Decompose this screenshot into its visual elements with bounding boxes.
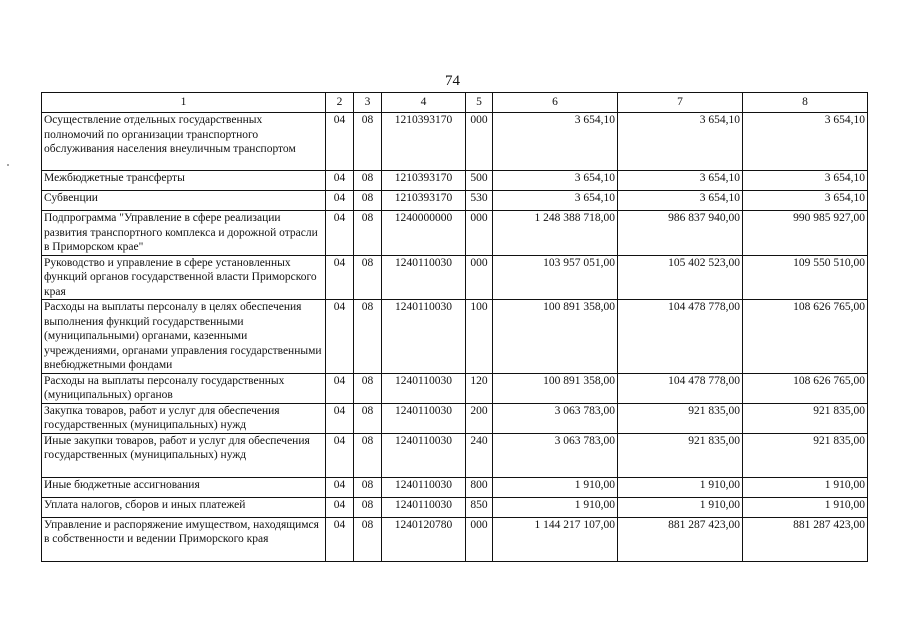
code-cell-c3: 08 [354, 171, 382, 191]
code-cell-c2: 04 [326, 517, 354, 561]
amount-cell-v8: 108 626 765,00 [743, 300, 868, 374]
code-cell-c3: 08 [354, 113, 382, 171]
amount-cell-v8: 3 654,10 [743, 113, 868, 171]
code-cell-c5: 000 [466, 113, 493, 171]
code-cell-c2: 04 [326, 211, 354, 256]
code-cell-c5: 800 [466, 477, 493, 497]
header-cell: 6 [493, 93, 618, 113]
amount-cell-v8: 109 550 510,00 [743, 255, 868, 300]
code-cell-c2: 04 [326, 191, 354, 211]
table-row [42, 403, 868, 433]
amount-cell-v8: 3 654,10 [743, 171, 868, 191]
table-row [42, 497, 868, 517]
row-name-cell: Закупка товаров, работ и услуг для обеспечения государственных (муниципальных) нужд [42, 403, 326, 433]
amount-cell-v6: 1 910,00 [493, 477, 618, 497]
page-number: 74 [445, 73, 460, 89]
code-cell-c5: 100 [466, 300, 493, 374]
code-cell-c4: 1210393170 [382, 191, 466, 211]
table-row [42, 255, 868, 300]
code-cell-c2: 04 [326, 171, 354, 191]
code-cell-c3: 08 [354, 497, 382, 517]
amount-cell-v8: 1 910,00 [743, 477, 868, 497]
table-row [42, 191, 868, 211]
row-name-cell: Межбюджетные трансферты [42, 171, 326, 191]
header-cell: 1 [42, 93, 326, 113]
amount-cell-v8: 108 626 765,00 [743, 373, 868, 403]
code-cell-c3: 08 [354, 255, 382, 300]
row-name-cell: Руководство и управление в сфере установленных функций органов государственной власти Приморского края [42, 255, 326, 300]
code-cell-c5: 850 [466, 497, 493, 517]
code-cell-c3: 08 [354, 403, 382, 433]
header-cell: 3 [354, 93, 382, 113]
code-cell-c5: 000 [466, 211, 493, 256]
amount-cell-v6: 3 063 783,00 [493, 433, 618, 477]
code-cell-c2: 04 [326, 255, 354, 300]
table-row [42, 433, 868, 477]
code-cell-c3: 08 [354, 191, 382, 211]
table-row [42, 477, 868, 497]
code-cell-c4: 1240000000 [382, 211, 466, 256]
code-cell-c4: 1240110030 [382, 300, 466, 374]
code-cell-c4: 1240110030 [382, 433, 466, 477]
amount-cell-v6: 100 891 358,00 [493, 300, 618, 374]
code-cell-c4: 1240110030 [382, 255, 466, 300]
code-cell-c2: 04 [326, 373, 354, 403]
table-row [42, 113, 868, 171]
code-cell-c3: 08 [354, 477, 382, 497]
code-cell-c4: 1240110030 [382, 477, 466, 497]
header-cell: 5 [466, 93, 493, 113]
amount-cell-v6: 103 957 051,00 [493, 255, 618, 300]
amount-cell-v7: 3 654,10 [618, 191, 743, 211]
amount-cell-v6: 3 654,10 [493, 113, 618, 171]
table-row [42, 171, 868, 191]
code-cell-c5: 530 [466, 191, 493, 211]
amount-cell-v6: 3 654,10 [493, 191, 618, 211]
code-cell-c2: 04 [326, 497, 354, 517]
header-cell: 7 [618, 93, 743, 113]
amount-cell-v6: 100 891 358,00 [493, 373, 618, 403]
header-cell: 4 [382, 93, 466, 113]
code-cell-c2: 04 [326, 300, 354, 374]
row-name-cell: Осуществление отдельных государственных полномочий по организации транспортного обслуживания населения внеуличным транспортом [42, 113, 326, 171]
code-cell-c3: 08 [354, 300, 382, 374]
amount-cell-v8: 990 985 927,00 [743, 211, 868, 256]
amount-cell-v7: 105 402 523,00 [618, 255, 743, 300]
amount-cell-v7: 104 478 778,00 [618, 300, 743, 374]
code-cell-c5: 200 [466, 403, 493, 433]
row-name-cell: Расходы на выплаты персоналу государственных (муниципальных) органов [42, 373, 326, 403]
code-cell-c3: 08 [354, 211, 382, 256]
table-body [42, 113, 868, 562]
row-name-cell: Иные бюджетные ассигнования [42, 477, 326, 497]
amount-cell-v7: 1 910,00 [618, 477, 743, 497]
code-cell-c5: 000 [466, 517, 493, 561]
header-cell: 2 [326, 93, 354, 113]
row-name-cell: Подпрограмма "Управление в сфере реализации развития транспортного комплекса и дорожной отрасли в Приморском крае" [42, 211, 326, 256]
scan-speck [7, 164, 9, 166]
code-cell-c2: 04 [326, 477, 354, 497]
amount-cell-v6: 3 063 783,00 [493, 403, 618, 433]
code-cell-c3: 08 [354, 433, 382, 477]
amount-cell-v6: 1 910,00 [493, 497, 618, 517]
row-name-cell: Уплата налогов, сборов и иных платежей [42, 497, 326, 517]
code-cell-c3: 08 [354, 373, 382, 403]
row-name-cell: Иные закупки товаров, работ и услуг для обеспечения государственных (муниципальных) нужд [42, 433, 326, 477]
amount-cell-v8: 921 835,00 [743, 433, 868, 477]
amount-cell-v7: 921 835,00 [618, 403, 743, 433]
code-cell-c3: 08 [354, 517, 382, 561]
amount-cell-v7: 104 478 778,00 [618, 373, 743, 403]
header-row [42, 93, 868, 113]
row-name-cell: Управление и распоряжение имуществом, находящимся в собственности и ведении Приморского края [42, 517, 326, 561]
code-cell-c5: 000 [466, 255, 493, 300]
header-cell: 8 [743, 93, 868, 113]
code-cell-c4: 1210393170 [382, 171, 466, 191]
code-cell-c2: 04 [326, 403, 354, 433]
amount-cell-v6: 1 144 217 107,00 [493, 517, 618, 561]
amount-cell-v6: 3 654,10 [493, 171, 618, 191]
row-name-cell: Субвенции [42, 191, 326, 211]
code-cell-c4: 1240120780 [382, 517, 466, 561]
amount-cell-v7: 3 654,10 [618, 171, 743, 191]
amount-cell-v8: 921 835,00 [743, 403, 868, 433]
amount-cell-v8: 881 287 423,00 [743, 517, 868, 561]
code-cell-c4: 1210393170 [382, 113, 466, 171]
code-cell-c4: 1240110030 [382, 497, 466, 517]
code-cell-c5: 120 [466, 373, 493, 403]
amount-cell-v7: 986 837 940,00 [618, 211, 743, 256]
code-cell-c4: 1240110030 [382, 373, 466, 403]
amount-cell-v7: 881 287 423,00 [618, 517, 743, 561]
amount-cell-v8: 1 910,00 [743, 497, 868, 517]
code-cell-c2: 04 [326, 113, 354, 171]
code-cell-c5: 500 [466, 171, 493, 191]
table-row [42, 211, 868, 256]
code-cell-c4: 1240110030 [382, 403, 466, 433]
amount-cell-v7: 1 910,00 [618, 497, 743, 517]
table-row [42, 373, 868, 403]
code-cell-c2: 04 [326, 433, 354, 477]
amount-cell-v7: 921 835,00 [618, 433, 743, 477]
amount-cell-v6: 1 248 388 718,00 [493, 211, 618, 256]
code-cell-c5: 240 [466, 433, 493, 477]
amount-cell-v8: 3 654,10 [743, 191, 868, 211]
table-row [42, 300, 868, 374]
row-name-cell: Расходы на выплаты персоналу в целях обеспечения выполнения функций государственными (муниципальными) органами, казенными учреждениями, органами управления государственными внебюджетными фондами [42, 300, 326, 374]
budget-table [41, 92, 868, 562]
table-row [42, 517, 868, 561]
amount-cell-v7: 3 654,10 [618, 113, 743, 171]
